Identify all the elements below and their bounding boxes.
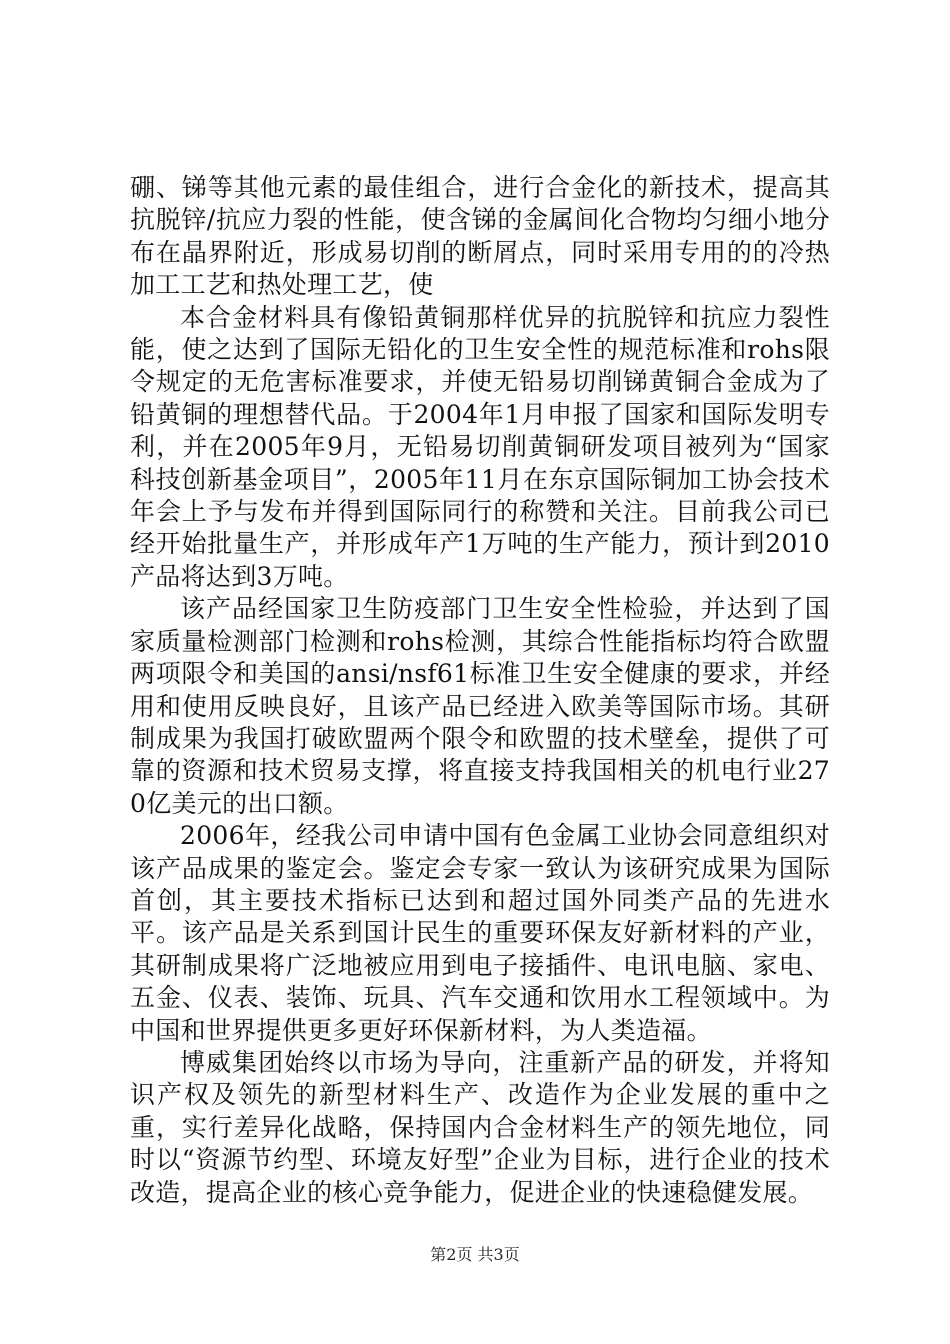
paragraph-1: 硼、锑等其他元素的最佳组合，进行合金化的新技术，提高其抗脱锌/抗应力裂的性能，使含锑的金属间化合物均匀细小地分布在晶界附近，形成易切削的断屑点，同时采用专用的的冷热加工工艺和热处理工艺，使: [130, 173, 830, 300]
paragraph-2: 本合金材料具有像铅黄铜那样优异的抗脱锌和抗应力裂性能，使之达到了国际无铅化的卫生安全性的规范标准和rohs限令规定的无危害标准要求，并使无铅易切削锑黄铜合金成为了铅黄铜的理想替代品。于2004年1月申报了国家和国际发明专利，并在2005年9月，无铅易切削黄铜研发项目被列为“国家科技创新基金项目”，2005年11月在东京国际铜加工协会技术年会上予与发布并得到国际同行的称赞和关注。目前我公司已经开始批量生产，并形成年产1万吨的生产能力，预计到2010产品将达到3万吨。: [130, 302, 830, 591]
paragraph-4: 2006年，经我公司申请中国有色金属工业协会同意组织对该产品成果的鉴定会。鉴定会专家一致认为该研究成果为国际首创，其主要技术指标已达到和超过国外同类产品的先进水平。该产品是关系到国计民生的重要环保友好新材料的产业，其研制成果将广泛地被应用到电子接插件、电讯电脑、家电、五金、仪表、装饰、玩具、汽车交通和饮用水工程领域中。为中国和世界提供更多更好环保新材料，为人类造福。: [130, 821, 830, 1045]
document-body: [130, 172, 830, 1209]
page-number-footer: 第2页 共3页: [430, 1245, 520, 1264]
paragraph-5: 博威集团始终以市场为导向，注重新产品的研发，并将知识产权及领先的新型材料生产、改造作为企业发展的重中之重，实行差异化战略，保持国内合金材料生产的领先地位，同时以“资源节约型、环境友好型”企业为目标，进行企业的技术改造，提高企业的核心竞争能力，促进企业的快速稳健发展。: [130, 1047, 830, 1207]
paragraph-3: 该产品经国家卫生防疫部门卫生安全性检验，并达到了国家质量检测部门检测和rohs检测，其综合性能指标均符合欧盟两项限令和美国的ansi/nsf61标准卫生安全健康的要求，并经用和使用反映良好，且该产品已经进入欧美等国际市场。其研制成果为我国打破欧盟两个限令和欧盟的技术壁垒，提供了可靠的资源和技术贸易支撑，将直接支持我国相关的机电行业270亿美元的出口额。: [130, 594, 830, 818]
